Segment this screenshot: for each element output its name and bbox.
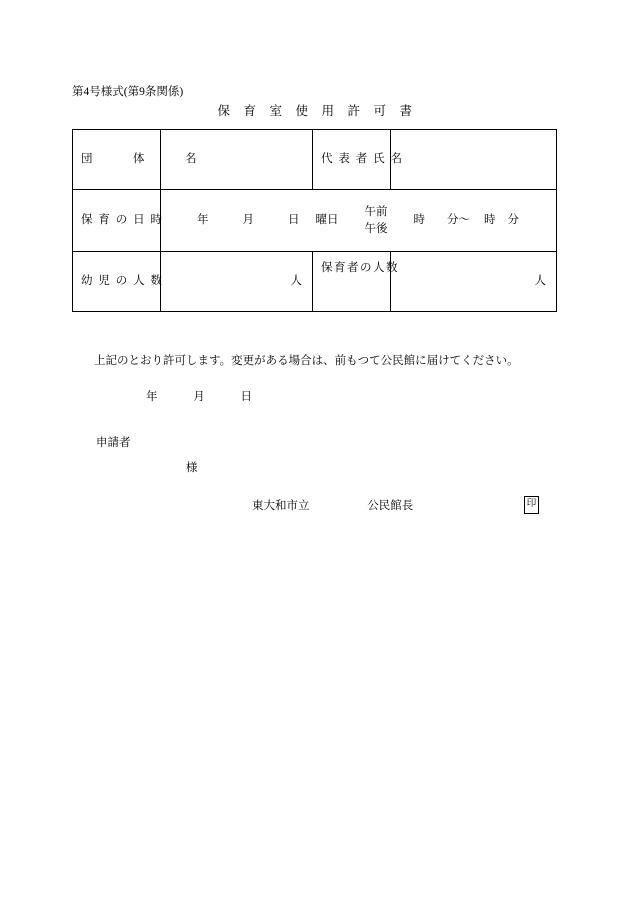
datetime-weekday-label: 曜日 (315, 213, 339, 226)
issuer-city: 東大和市立 (252, 500, 310, 512)
field-caregivers-count[interactable]: 人 (391, 252, 557, 312)
issue-day-label: 日 (240, 391, 252, 403)
issue-month-label: 月 (193, 391, 205, 403)
field-representative-name[interactable] (391, 130, 557, 190)
end-hour-label: 時 (484, 213, 496, 226)
seal-icon: 印 (524, 496, 539, 514)
permission-note: 上記のとおり許可します。変更がある場合は、前もつて公民館に届けてください。 (94, 355, 519, 367)
datetime-month-label: 月 (242, 213, 254, 226)
ampm-選択[interactable] (339, 204, 388, 237)
applicant-honorific: 様 (186, 462, 198, 474)
issuer-line (252, 497, 413, 513)
datetime-year-label: 年 (197, 213, 209, 226)
applicant-label: 申請者 (96, 437, 131, 449)
label-children-count: 幼 児 の 人 数 (73, 252, 161, 312)
am-label: 午前 (364, 205, 388, 218)
page-title: 保 育 室 使 用 許 可 書 (217, 104, 413, 118)
issue-year-label: 年 (146, 391, 158, 403)
form-number: 第4号様式(第9条関係) (72, 86, 184, 98)
label-group-name: 団 体 名 (73, 130, 161, 190)
label-childcare-datetime: 保 育 の 日 時 (73, 190, 161, 252)
field-childcare-datetime[interactable] (161, 190, 557, 252)
table-row (73, 130, 557, 190)
issuer-office: 公民館長 (367, 500, 414, 512)
issue-date-line[interactable] (146, 388, 252, 404)
end-minute-label: 分 (507, 213, 519, 226)
permit-table (72, 129, 557, 312)
label-caregivers-count: 保育者の人数 (313, 252, 391, 312)
start-hour-label: 時 (413, 213, 425, 226)
datetime-day-label: 日 (288, 213, 300, 226)
start-minute-label: 分～ (447, 213, 470, 226)
pm-label: 午後 (364, 222, 388, 235)
table-row (73, 252, 557, 312)
label-representative-name: 代 表 者 氏 名 (313, 130, 391, 190)
field-children-count[interactable]: 人 (161, 252, 313, 312)
table-row (73, 190, 557, 252)
